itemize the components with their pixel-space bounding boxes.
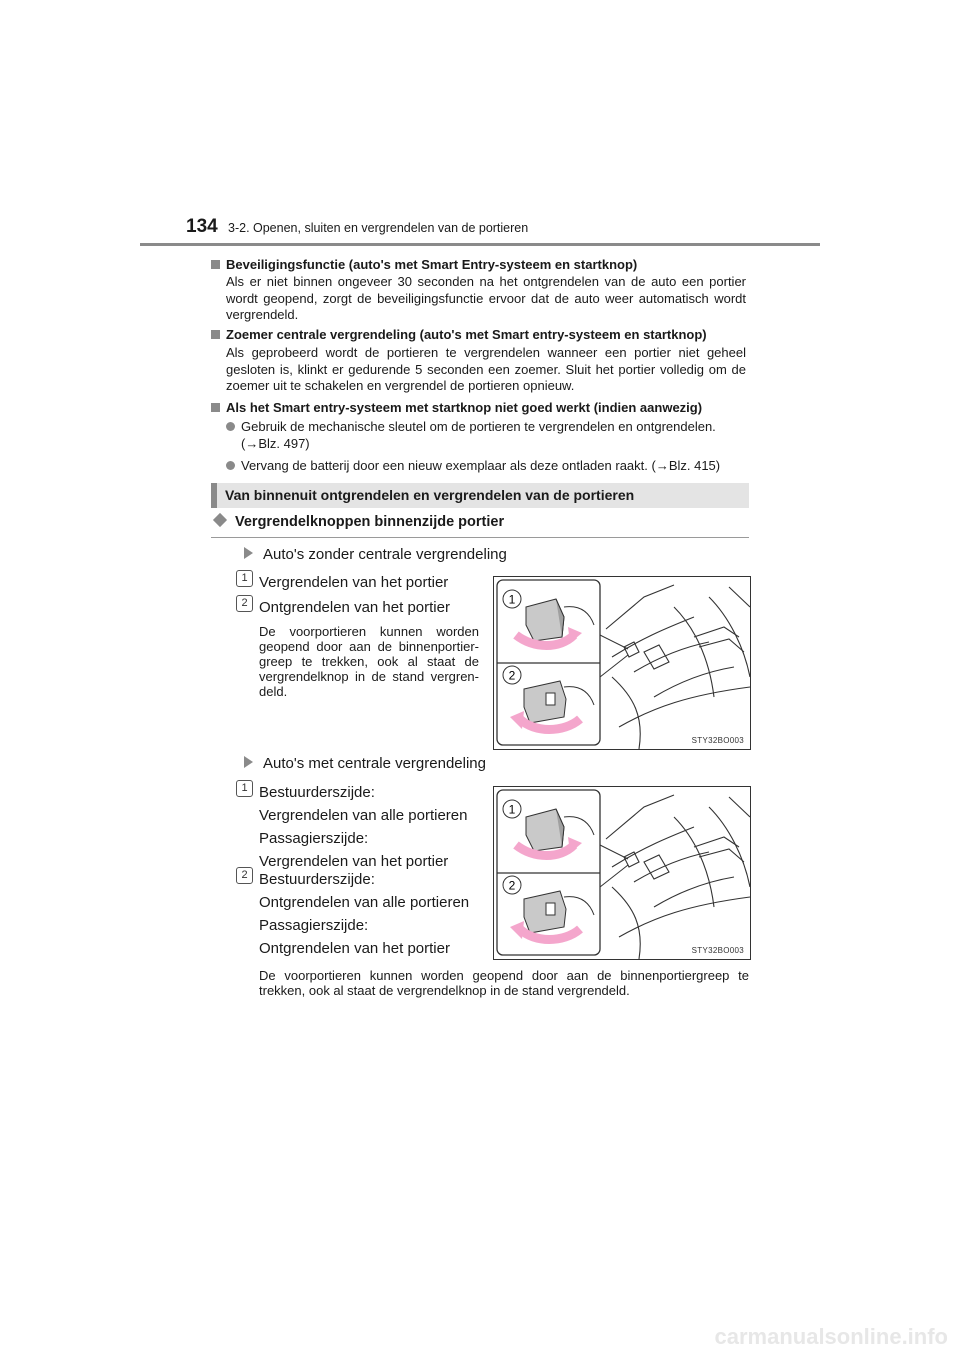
with-note: De voorportieren kunnen worden geopend door aan de binnenportiergreep te trekken, ook al staat de vergrendelknop in de stand vergrendeld. xyxy=(259,968,749,998)
step-number-2: 2 xyxy=(236,867,253,884)
without-note: De voorportieren kunnen worden geopend door aan de binnenportier- greep te trekken, ook al staat de vergrendelknop in de stand vergren- deld. xyxy=(259,624,479,699)
security-heading: Beveiligingsfunctie (auto's met Smart Entry-systeem en startknop) xyxy=(211,257,637,272)
door-lock-illustration xyxy=(494,787,750,959)
buzzer-text: Als geprobeerd wordt de portieren te vergrendelen wanneer een portier niet geheel gesloten is, klinkt er gedurende 5 seconden een zoemer. Sluit het portier volledig om de zoemer uit te schakelen en vergrendel de portieren opnieuw. xyxy=(226,345,746,393)
door-lock-figure-1 xyxy=(493,576,751,750)
circle-bullet-icon xyxy=(226,461,235,470)
figure-code: STY32BO003 xyxy=(691,946,744,955)
without-step-1: Vergrendelen van het portier xyxy=(259,574,449,591)
door-lock-illustration xyxy=(494,577,750,749)
subheading-rule xyxy=(211,537,749,538)
door-lock-figure-2 xyxy=(493,786,751,960)
with-step-1: Bestuurderszijde: Vergrendelen van alle portieren Passagierszijde: Vergrendelen van het portier xyxy=(259,784,468,870)
svg-text:carmanualsonline.info: carmanualsonline.info xyxy=(714,1324,948,1349)
header-rule xyxy=(140,243,820,246)
square-bullet-icon xyxy=(211,330,220,339)
section-heading: Van binnenuit ontgrendelen en vergrendelen van de portieren xyxy=(225,487,635,503)
triangle-bullet-icon xyxy=(244,547,253,559)
square-bullet-icon xyxy=(211,403,220,412)
malfunction-heading: Als het Smart entry-systeem met startknop niet goed werkt (indien aanwezig) xyxy=(211,400,702,415)
watermark-logo xyxy=(700,1318,950,1354)
malfunction-bullet-2: Vervang de batterij door een nieuw exemplaar als deze ontladen raakt. (→Blz. 415) xyxy=(226,458,750,475)
buzzer-heading: Zoemer centrale vergrendeling (auto's met Smart entry-systeem en startknop) xyxy=(211,327,707,342)
step-number-1: 1 xyxy=(236,570,253,587)
figure-code: STY32BO003 xyxy=(691,736,744,745)
figure-label-2: 2 xyxy=(508,668,516,683)
subheading: Vergrendelknoppen binnenzijde portier xyxy=(211,514,504,530)
with-central-title: Auto's met centrale vergrendeling xyxy=(244,755,486,772)
chapter-title: 3-2. Openen, sluiten en vergrendelen van de portieren xyxy=(228,221,529,235)
without-step-2: Ontgrendelen van het portier xyxy=(259,599,450,616)
figure-label-2: 2 xyxy=(508,878,516,893)
with-step-2: Bestuurderszijde: Ontgrendelen van alle portieren Passagierszijde: Ontgrendelen van het portier xyxy=(259,871,470,957)
diamond-icon xyxy=(213,513,227,527)
triangle-bullet-icon xyxy=(244,756,253,768)
square-bullet-icon xyxy=(211,260,220,269)
step-number-2: 2 xyxy=(236,595,253,612)
section-heading-bar xyxy=(211,483,749,508)
security-text: Als er niet binnen ongeveer 30 seconden na het ontgrendelen van de auto een portier wordt geopend, zorgt de beveiligingsfunctie ervoor dat de auto weer automatisch wordt vergrendeld. xyxy=(226,274,746,322)
figure-label-1: 1 xyxy=(508,592,516,607)
step-number-1: 1 xyxy=(236,780,253,797)
page-number: 134 xyxy=(186,216,218,237)
malfunction-bullet-1: Gebruik de mechanische sleutel om de portieren te vergrendelen en ontgrendelen. (→Blz. 497) xyxy=(226,419,750,452)
figure-label-1: 1 xyxy=(508,802,516,817)
without-central-title: Auto's zonder centrale vergrendeling xyxy=(244,546,507,563)
circle-bullet-icon xyxy=(226,422,235,431)
